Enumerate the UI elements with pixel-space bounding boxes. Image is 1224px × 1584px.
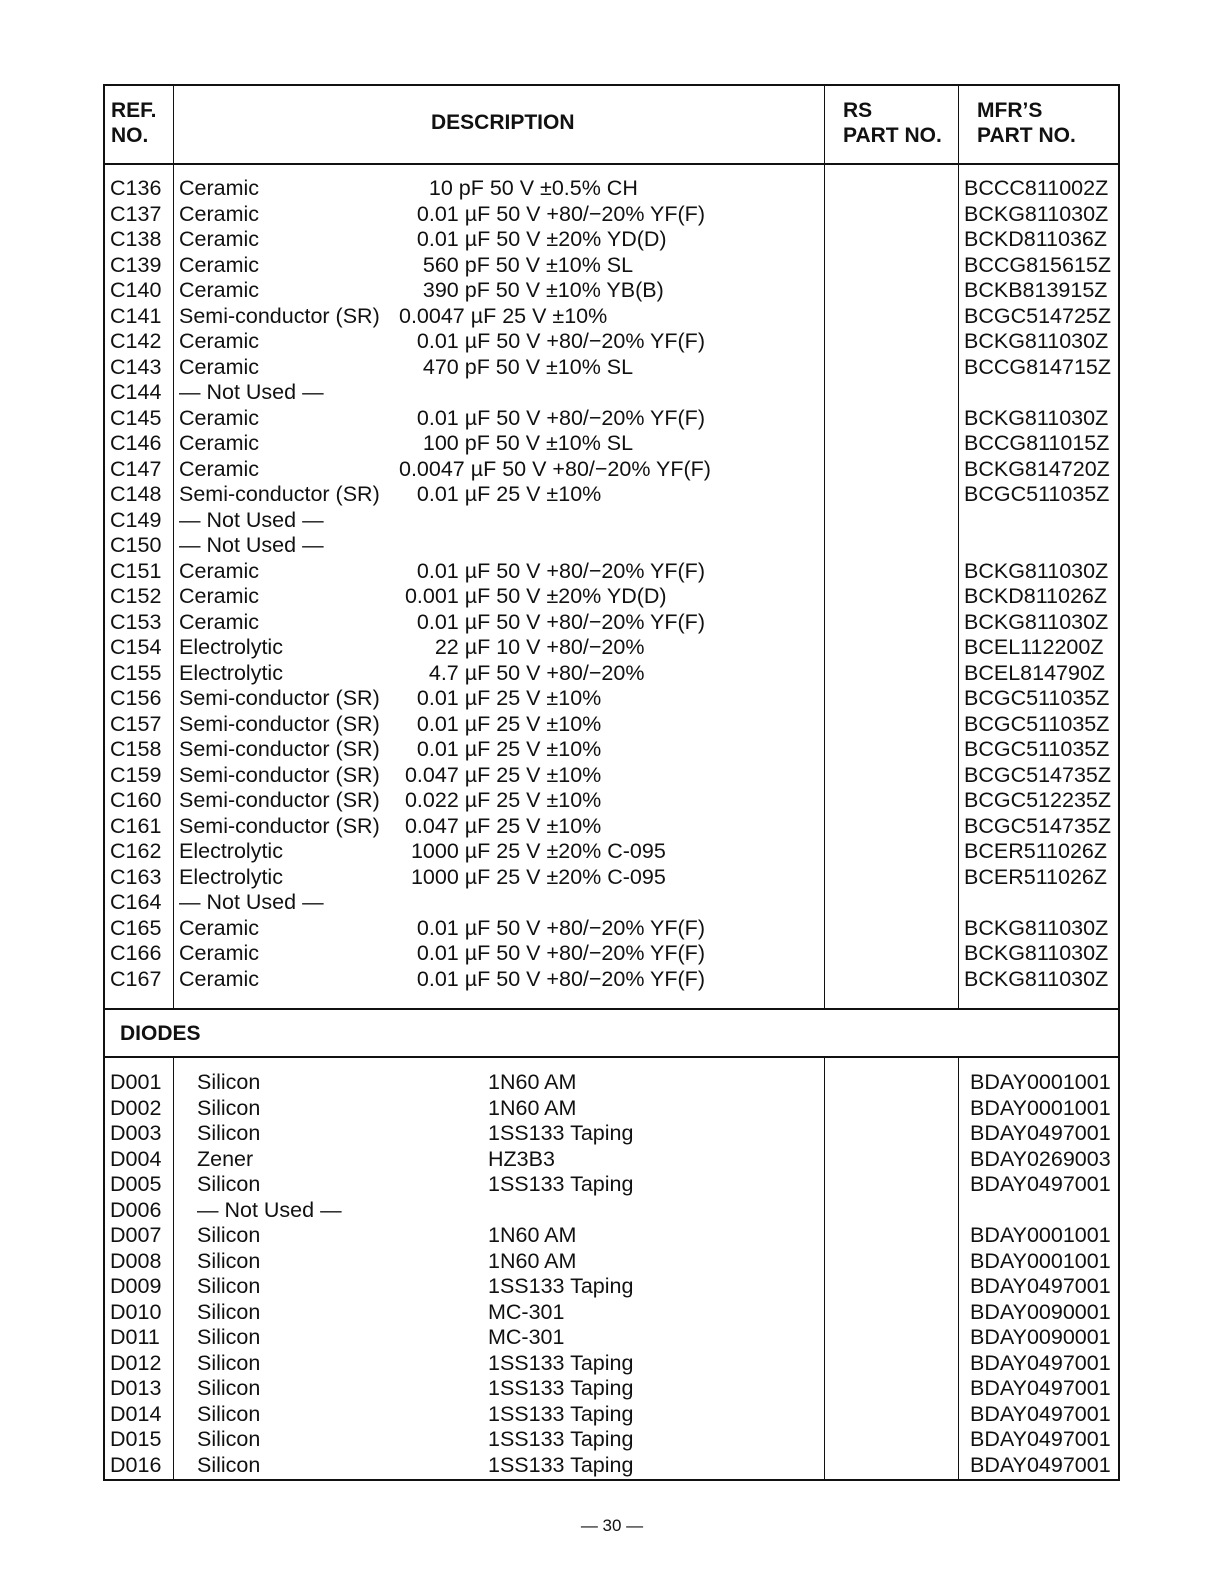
part-spec: 560 pF 50 V ±10% SL (399, 252, 634, 277)
ref-no-header (111, 98, 157, 163)
mfr-part-no: BCGC511035Z (964, 737, 1110, 761)
rs-header-line2: PART NO. (843, 124, 942, 147)
table-row (105, 1402, 1118, 1427)
part-spec: 0.01 µF 25 V ±10% (399, 737, 602, 761)
table-row (105, 1096, 1118, 1121)
mfr-part-no: BCCG811015Z (964, 431, 1110, 455)
part-spec: 0.0047 µF 25 V ±10% (399, 303, 608, 328)
table-row (105, 1070, 1118, 1095)
table-row (105, 1274, 1118, 1299)
part-spec: 0.01 µF 50 V +80/−20% YF(F) (399, 915, 705, 940)
table-row (105, 227, 1118, 252)
mfr-part-no: BCEL112200Z (964, 635, 1104, 659)
table-row (105, 380, 1118, 405)
mfr-part-no: BCGC511035Z (964, 482, 1110, 506)
mfr-part-no: BCGC512235Z (964, 788, 1111, 812)
ref-no: C144 (110, 380, 162, 404)
mfr-part-no: BDAY0497001 (970, 1274, 1111, 1298)
table-row (105, 304, 1118, 329)
table-row (105, 1300, 1118, 1325)
part-spec: 22 µF 10 V +80/−20% (399, 635, 645, 659)
part-spec: 1N60 AM (488, 1248, 577, 1273)
part-spec: 1000 µF 25 V ±20% C-095 (399, 864, 666, 889)
ref-no: D009 (110, 1274, 162, 1298)
ref-no: C145 (110, 405, 162, 430)
mfr-part-no-header (977, 98, 1076, 163)
mfr-part-no: BCKG811030Z (964, 329, 1109, 353)
ref-no: C138 (110, 227, 162, 251)
ref-no: D001 (110, 1070, 162, 1094)
ref-no: D015 (110, 1427, 162, 1451)
table-row (105, 1121, 1118, 1146)
part-description: Ceramic (179, 176, 260, 200)
ref-no: C163 (110, 864, 162, 889)
mfr-part-no: BCKB813915Z (964, 278, 1108, 302)
part-description: Ceramic (179, 405, 260, 430)
ref-no: D010 (110, 1299, 162, 1324)
ref-no: C150 (110, 533, 162, 557)
part-description: — Not Used — (179, 533, 324, 557)
table-row (105, 890, 1118, 915)
part-description: Silicon (197, 1350, 261, 1375)
mfr-part-no: BDAY0497001 (970, 1401, 1111, 1426)
mfr-part-no: BDAY0001001 (970, 1070, 1111, 1094)
mfr-part-no: BCEL814790Z (964, 660, 1106, 685)
part-spec: 1SS133 Taping (488, 1172, 634, 1196)
table-row (105, 1198, 1118, 1223)
ref-no: C161 (110, 813, 162, 838)
part-description: Electrolytic (179, 839, 283, 863)
table-row (105, 737, 1118, 762)
part-description: Semi-conductor (SR) (179, 762, 380, 787)
table-row (105, 686, 1118, 711)
part-description: Ceramic (179, 252, 260, 277)
ref-no: D006 (110, 1197, 162, 1222)
mfr-part-no: BCKG811030Z (964, 941, 1109, 965)
ref-no: C137 (110, 201, 162, 226)
part-spec: 1N60 AM (488, 1070, 577, 1094)
part-spec: 1000 µF 25 V ±20% C-095 (399, 839, 666, 863)
part-description: Zener (197, 1146, 254, 1171)
table-header (105, 86, 1118, 165)
part-description: Semi-conductor (SR) (179, 813, 380, 838)
part-description: Ceramic (179, 915, 260, 940)
mfr-part-no: BCKG811030Z (964, 405, 1109, 430)
ref-header-line1: REF. (111, 99, 157, 122)
table-row (105, 1453, 1118, 1478)
mfr-part-no: BCER511026Z (964, 839, 1108, 863)
ref-no: D007 (110, 1223, 162, 1247)
part-spec: 0.047 µF 25 V ±10% (399, 762, 602, 787)
part-spec: 1SS133 Taping (488, 1452, 634, 1477)
rs-header-line1: RS (843, 99, 873, 122)
table-row (105, 941, 1118, 966)
table-row (105, 788, 1118, 813)
part-description: Ceramic (179, 584, 260, 608)
table-row (105, 176, 1118, 201)
part-description: Silicon (197, 1172, 261, 1196)
ref-no: C149 (110, 507, 162, 532)
table-row (105, 1325, 1118, 1350)
part-description: Silicon (197, 1274, 261, 1298)
part-description: Ceramic (179, 431, 260, 455)
part-description: — Not Used — (179, 890, 324, 914)
part-description: Ceramic (179, 227, 260, 251)
table-row (105, 278, 1118, 303)
mfr-part-no: BCGC514735Z (964, 762, 1111, 787)
ref-header-line2: NO. (111, 124, 149, 147)
table-row (105, 559, 1118, 584)
ref-no: C136 (110, 176, 162, 200)
part-description: Silicon (197, 1299, 261, 1324)
ref-no: D005 (110, 1172, 162, 1196)
part-spec: 0.022 µF 25 V ±10% (399, 788, 602, 812)
diodes-section-header (105, 1010, 1118, 1058)
ref-no: C152 (110, 584, 162, 608)
table-row (105, 202, 1118, 227)
column-divider (958, 86, 959, 163)
part-spec: 0.01 µF 25 V ±10% (399, 686, 602, 710)
ref-no: C148 (110, 482, 162, 506)
part-description: Semi-conductor (SR) (179, 737, 380, 761)
mfr-part-no: BCKG811030Z (964, 915, 1109, 940)
diode-section (105, 1058, 1118, 1479)
part-description: Ceramic (179, 201, 260, 226)
part-spec: MC-301 (488, 1299, 565, 1324)
table-row (105, 661, 1118, 686)
part-spec: 10 pF 50 V ±0.5% CH (399, 176, 638, 200)
ref-no: D013 (110, 1376, 162, 1400)
part-description: Ceramic (179, 609, 260, 634)
part-description: Ceramic (179, 966, 260, 991)
column-divider (173, 86, 174, 163)
part-description: Electrolytic (179, 635, 283, 659)
description-header (431, 110, 575, 163)
part-description: Silicon (197, 1376, 261, 1400)
ref-no: C143 (110, 354, 162, 379)
ref-no: D002 (110, 1095, 162, 1120)
part-spec: 470 pF 50 V ±10% SL (399, 354, 634, 379)
mfr-part-no: BCKG811030Z (964, 609, 1109, 634)
part-description: Semi-conductor (SR) (179, 482, 380, 506)
table-row (105, 584, 1118, 609)
mfr-part-no: BCGC511035Z (964, 686, 1110, 710)
part-description: Silicon (197, 1070, 261, 1094)
mfr-part-no: BDAY0497001 (970, 1376, 1111, 1400)
table-row (105, 865, 1118, 890)
mfr-part-no: BDAY0497001 (970, 1350, 1111, 1375)
table-row (105, 712, 1118, 737)
mfr-part-no: BDAY0497001 (970, 1427, 1111, 1451)
part-description: Silicon (197, 1452, 261, 1477)
ref-no: D004 (110, 1146, 162, 1171)
part-description: Silicon (197, 1248, 261, 1273)
part-description: — Not Used — (179, 380, 324, 404)
part-description: Semi-conductor (SR) (179, 303, 380, 328)
table-row (105, 763, 1118, 788)
part-spec: 1N60 AM (488, 1223, 577, 1247)
mfr-part-no: BDAY0001001 (970, 1095, 1111, 1120)
part-spec: 0.001 µF 50 V ±20% YD(D) (399, 584, 667, 608)
mfr-part-no: BCCG814715Z (964, 354, 1111, 379)
part-description: Silicon (197, 1121, 261, 1145)
part-description: Ceramic (179, 329, 260, 353)
mfr-header-line1: MFR’S (977, 99, 1043, 122)
mfr-part-no: BCCG815615Z (964, 252, 1111, 277)
mfr-part-no: BCGC514725Z (964, 303, 1111, 328)
ref-no: C159 (110, 762, 162, 787)
ref-no: C157 (110, 711, 162, 736)
ref-no: D014 (110, 1401, 162, 1426)
parts-list-table (103, 84, 1120, 1481)
part-description: Semi-conductor (SR) (179, 788, 380, 812)
table-row (105, 839, 1118, 864)
ref-no: C141 (110, 303, 162, 328)
part-spec: 0.01 µF 50 V +80/−20% YF(F) (399, 941, 705, 965)
ref-no: C166 (110, 941, 162, 965)
mfr-part-no: BDAY0497001 (970, 1172, 1111, 1196)
ref-no: D012 (110, 1350, 162, 1375)
mfr-header-line2: PART NO. (977, 124, 1076, 147)
ref-no: D003 (110, 1121, 162, 1145)
part-description: Ceramic (179, 941, 260, 965)
diodes-title: DIODES (120, 1022, 201, 1045)
ref-no: C147 (110, 456, 162, 481)
table-row (105, 610, 1118, 635)
description-header-text: DESCRIPTION (431, 111, 575, 134)
ref-no: D008 (110, 1248, 162, 1273)
column-divider (824, 86, 825, 163)
mfr-part-no: BCGC514735Z (964, 813, 1111, 838)
mfr-part-no: BDAY0001001 (970, 1248, 1111, 1273)
part-spec: 0.01 µF 25 V ±10% (399, 711, 602, 736)
part-spec: 0.01 µF 50 V +80/−20% YF(F) (399, 966, 705, 991)
mfr-part-no: BCKD811026Z (964, 584, 1108, 608)
ref-no: C167 (110, 966, 162, 991)
ref-no: C140 (110, 278, 162, 302)
part-description: Silicon (197, 1401, 261, 1426)
table-row (105, 1427, 1118, 1452)
ref-no: C164 (110, 890, 162, 914)
table-row (105, 916, 1118, 941)
part-spec: 100 pF 50 V ±10% SL (399, 431, 634, 455)
ref-no: C151 (110, 558, 162, 583)
part-spec: 0.01 µF 50 V +80/−20% YF(F) (399, 558, 705, 583)
table-row (105, 1223, 1118, 1248)
mfr-part-no: BCER511026Z (964, 864, 1108, 889)
part-spec: 0.0047 µF 50 V +80/−20% YF(F) (399, 456, 711, 481)
part-description: Ceramic (179, 278, 260, 302)
ref-no: C156 (110, 686, 162, 710)
ref-no: C162 (110, 839, 162, 863)
table-row (105, 406, 1118, 431)
part-spec: 1SS133 Taping (488, 1376, 634, 1400)
mfr-part-no: BDAY0001001 (970, 1223, 1111, 1247)
ref-no: C139 (110, 252, 162, 277)
table-row (105, 1249, 1118, 1274)
mfr-part-no: BCKG814720Z (964, 456, 1110, 481)
table-row (105, 533, 1118, 558)
table-row (105, 1172, 1118, 1197)
part-spec: 0.01 µF 50 V ±20% YD(D) (399, 227, 667, 251)
table-row (105, 1147, 1118, 1172)
part-description: Ceramic (179, 456, 260, 481)
mfr-part-no: BCKG811030Z (964, 201, 1109, 226)
table-row (105, 431, 1118, 456)
part-spec: 0.01 µF 50 V +80/−20% YF(F) (399, 201, 705, 226)
part-description: Semi-conductor (SR) (179, 686, 380, 710)
part-spec: 1SS133 Taping (488, 1401, 634, 1426)
part-description: — Not Used — (179, 507, 324, 532)
rs-part-no-header (843, 98, 942, 163)
part-spec: 0.01 µF 50 V +80/−20% YF(F) (399, 405, 705, 430)
ref-no: C158 (110, 737, 162, 761)
part-description: Silicon (197, 1095, 261, 1120)
part-spec: 0.01 µF 50 V +80/−20% YF(F) (399, 609, 705, 634)
table-row (105, 508, 1118, 533)
part-spec: MC-301 (488, 1325, 565, 1349)
part-spec: 1SS133 Taping (488, 1121, 634, 1145)
page-number: — 30 — (580, 1516, 644, 1535)
mfr-part-no: BCKG811030Z (964, 966, 1109, 991)
mfr-part-no: BCCC811002Z (964, 176, 1109, 200)
part-description: Electrolytic (179, 660, 283, 685)
table-row (105, 1351, 1118, 1376)
table-row (105, 329, 1118, 354)
ref-no: C146 (110, 431, 162, 455)
part-spec: 4.7 µF 50 V +80/−20% (399, 660, 645, 685)
ref-no: C165 (110, 915, 162, 940)
table-row (105, 814, 1118, 839)
ref-no: C142 (110, 329, 162, 353)
part-spec: HZ3B3 (488, 1146, 555, 1171)
mfr-part-no: BCKG811030Z (964, 558, 1109, 583)
part-spec: 0.01 µF 50 V +80/−20% YF(F) (399, 329, 705, 353)
ref-no: C155 (110, 660, 162, 685)
part-description: Ceramic (179, 558, 260, 583)
mfr-part-no: BDAY0497001 (970, 1121, 1111, 1145)
mfr-part-no: BCKD811036Z (964, 227, 1108, 251)
ref-no: D011 (110, 1325, 160, 1349)
part-spec: 1SS133 Taping (488, 1427, 634, 1451)
part-description: — Not Used — (197, 1197, 342, 1222)
part-spec: 1SS133 Taping (488, 1274, 634, 1298)
table-row (105, 1376, 1118, 1401)
part-spec: 1N60 AM (488, 1095, 577, 1120)
mfr-part-no: BDAY0497001 (970, 1452, 1111, 1477)
ref-no: C154 (110, 635, 162, 659)
part-spec: 0.047 µF 25 V ±10% (399, 813, 602, 838)
mfr-part-no: BDAY0090001 (970, 1325, 1111, 1349)
table-row (105, 967, 1118, 992)
table-row (105, 457, 1118, 482)
part-spec: 390 pF 50 V ±10% YB(B) (399, 278, 664, 302)
part-description: Silicon (197, 1325, 261, 1349)
table-row (105, 253, 1118, 278)
part-description: Silicon (197, 1223, 261, 1247)
part-spec: 1SS133 Taping (488, 1350, 634, 1375)
mfr-part-no: BDAY0090001 (970, 1299, 1111, 1324)
table-row (105, 635, 1118, 660)
part-description: Silicon (197, 1427, 261, 1451)
table-row (105, 355, 1118, 380)
part-description: Semi-conductor (SR) (179, 711, 380, 736)
ref-no: C153 (110, 609, 162, 634)
ref-no: D016 (110, 1452, 162, 1477)
table-row (105, 482, 1118, 507)
capacitor-section (105, 165, 1118, 1010)
ref-no: C160 (110, 788, 162, 812)
mfr-part-no: BDAY0269003 (970, 1146, 1111, 1171)
part-description: Ceramic (179, 354, 260, 379)
mfr-part-no: BCGC511035Z (964, 711, 1110, 736)
part-spec: 0.01 µF 25 V ±10% (399, 482, 602, 506)
part-description: Electrolytic (179, 864, 283, 889)
